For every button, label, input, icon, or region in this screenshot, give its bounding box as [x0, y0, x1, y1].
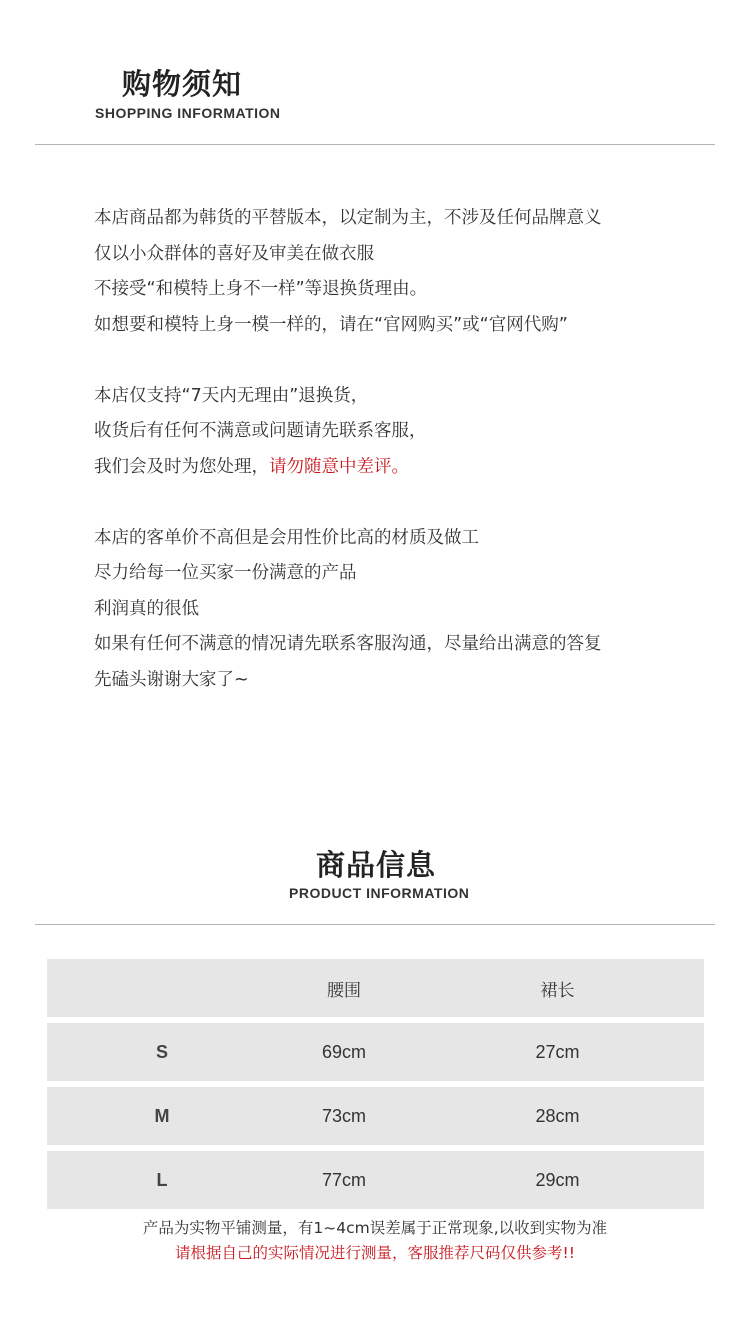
notice-line: 不接受“和模特上身不一样”等退换货理由。	[94, 279, 428, 299]
size-cell: L	[156, 1169, 168, 1190]
waist-cell: 73cm	[321, 1105, 366, 1126]
notice-line	[94, 450, 714, 486]
table-row	[47, 1151, 704, 1209]
notice-paragraph-2	[94, 379, 714, 486]
length-cell: 28cm	[535, 1105, 580, 1126]
notice-line: 本店的客单价不高但是会用性价比高的材质及做工	[94, 527, 479, 548]
notice-line: 尽力给每一位买家一份满意的产品	[94, 563, 357, 583]
shopping-info-title: 购物须知	[122, 67, 243, 101]
header-waist-cell: 腰围	[327, 980, 361, 1001]
table-row	[47, 1023, 704, 1081]
table-row	[47, 1087, 704, 1145]
notice-line-text: 我们会及时为您处理，	[94, 456, 269, 477]
notice-paragraph-3	[94, 521, 714, 699]
notice-line: 本店仅支持“7天内无理由”退换货，	[94, 385, 369, 406]
product-info-title: 商品信息	[316, 848, 437, 882]
notice-line: 本店商品都为韩货的平替版本，以定制为主，不涉及任何品牌意义	[94, 208, 602, 228]
waist-cell: 77cm	[321, 1169, 366, 1190]
waist-cell: 69cm	[321, 1041, 366, 1062]
size-table	[47, 959, 704, 1215]
notice-line: 如想要和模特上身一模一样的，请在“官网购买”或“官网代购”	[94, 314, 568, 335]
notice-paragraph-1	[94, 201, 714, 343]
product-info-subtitle: PRODUCT INFORMATION	[289, 885, 470, 901]
size-recommendation-warning: 请根据自己的实际情况进行测量，客服推荐尺码仅供参考!!	[175, 1244, 575, 1262]
header-length-cell: 裙长	[540, 980, 575, 1001]
length-cell: 27cm	[535, 1041, 580, 1062]
size-cell: M	[154, 1105, 170, 1126]
size-cell: S	[155, 1041, 168, 1062]
notice-line: 收货后有任何不满意或问题请先联系客服，	[94, 421, 427, 441]
shopping-info-subtitle: SHOPPING INFORMATION	[95, 105, 281, 121]
notice-line: 如果有任何不满意的情况请先联系客服沟通，尽量给出满意的答复	[94, 634, 602, 654]
notice-line: 先磕头谢谢大家了~	[94, 669, 249, 690]
notice-line: 利润真的很低	[94, 598, 199, 619]
product-divider	[35, 924, 715, 925]
size-table-header	[47, 959, 704, 1017]
length-cell: 29cm	[535, 1169, 580, 1190]
shopping-divider	[35, 144, 715, 145]
measurement-note: 产品为实物平铺测量，有1~4cm误差属于正常现象,以收到实物为准	[142, 1219, 608, 1237]
notice-line: 仅以小众群体的喜好及审美在做衣服	[94, 243, 374, 264]
shopping-notice	[94, 201, 714, 734]
no-bad-review-warning: 请勿随意中差评。	[269, 456, 409, 477]
